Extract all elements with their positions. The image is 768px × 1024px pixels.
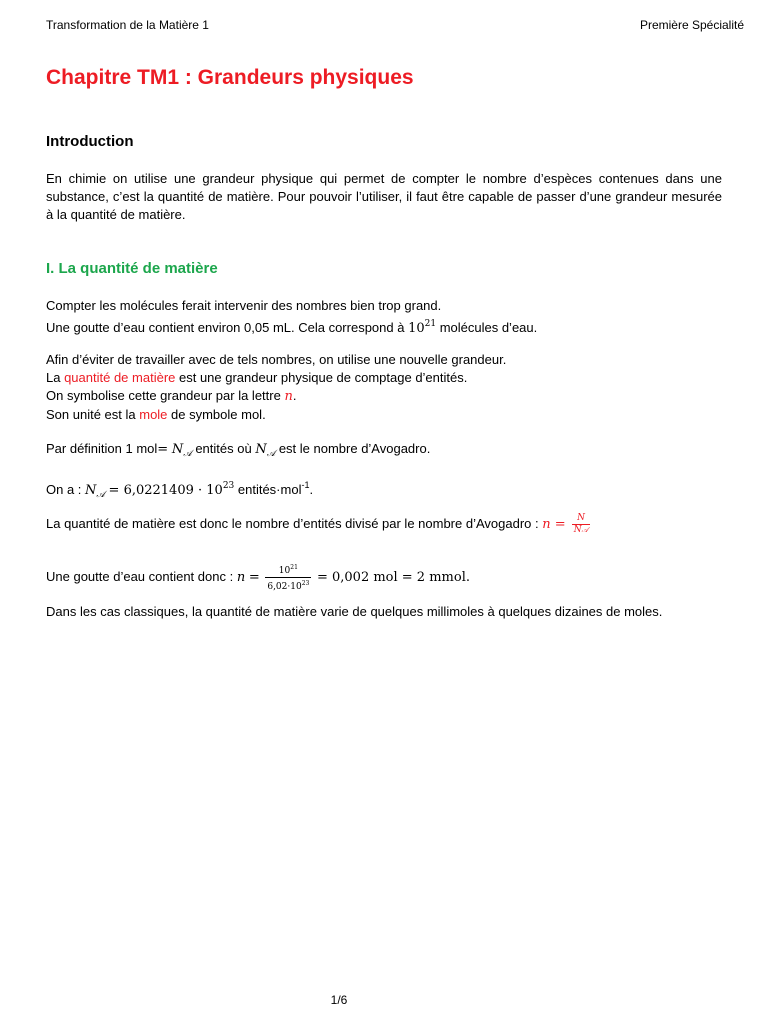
page-number: 1/6 — [330, 993, 348, 1007]
paragraph-molecules — [46, 297, 722, 338]
paragraph-definition-mole: Par définition 1 $mol= N_𝒜$ entités où $N_𝒜$ est le nombre d’Avogadro. — [46, 441, 431, 459]
text-line: molécules d’eau. — [436, 320, 538, 335]
page-title: Chapitre TM1 : Grandeurs physiques — [46, 66, 414, 89]
paragraph-drop-calculation: Une goutte d’eau contient donc : n = $\frac{10^{21}}{6,02\cdot 10^{23}}$ = 0,002 mol = 2 mmol. — [46, 564, 470, 592]
text-line: Compter les molécules ferait intervenir des nombres bien trop grand. — [46, 298, 442, 313]
text-line: Afin d’éviter de travailler avec de tels nombres, on utilise une nouvelle grandeur. — [46, 352, 507, 367]
introduction-heading: Introduction — [46, 133, 134, 150]
introduction-paragraph: En chimie on utilise une grandeur physique qui permet de compter le nombre d’espèces contenues dans une substance, c’est la quantité de matière. Pour pouvoir l’utiliser, il faut être capable de passer d’une grandeur mesurée à la quantité de matière. — [46, 171, 722, 222]
text-line: Une goutte d’eau contient environ 0,05 mL. Cela correspond à — [46, 320, 409, 335]
header-left: Transformation de la Matière 1 — [46, 18, 209, 32]
paragraph-definition-grandeur: Afin d’éviter de travailler avec de tels nombres, on utilise une nouvelle grandeur. La quantité de matière est une grandeur physique de comptage d’entités. On symbolise cette grandeur par la lettre n. Son unité est la mole de symbole mol. — [46, 352, 507, 422]
power-of-ten: $10^{21}$ — [408, 319, 437, 336]
avogadro-symbol: $N_𝒜$ — [171, 442, 192, 459]
header-right: Première Spécialité — [639, 18, 744, 32]
drop-result: = 0,002 mol = 2 mmol. — [316, 569, 470, 585]
highlight-quantite-de-matiere: quantité de matière — [64, 370, 176, 385]
avogadro-symbol: $N_𝒜$ — [85, 483, 105, 500]
paragraph-conclusion: Dans les cas classiques, la quantité de matière varie de quelques millimoles à quelques dizaines de moles. — [46, 604, 663, 619]
avogadro-symbol: $N_𝒜$ — [255, 442, 276, 459]
paragraph-formula-n: La quantité de matière est donc le nombre d’entités divisé par le nombre d’Avogadro : n = $\frac{N}{\text{N𝒜}}$ — [46, 513, 722, 536]
drop-fraction: $\frac{10^{21}}{6,02\cdot 10^{23}}$ — [267, 564, 310, 592]
formula-n-equals-N-over-NA: n = $\frac{N}{\text{N𝒜}}$ — [542, 513, 589, 535]
section-heading-quantite: I. La quantité de matière — [46, 260, 218, 277]
avogadro-value: = $6,0221409 \cdot 10^{23}$ — [108, 481, 235, 498]
highlight-mole: mole — [139, 407, 168, 422]
symbol-n: n — [284, 389, 293, 404]
paragraph-avogadro-value: On a : $N_𝒜 = 6,0221409 \cdot 10^{23}$ entités·mol$^{-1}$. — [46, 480, 314, 500]
